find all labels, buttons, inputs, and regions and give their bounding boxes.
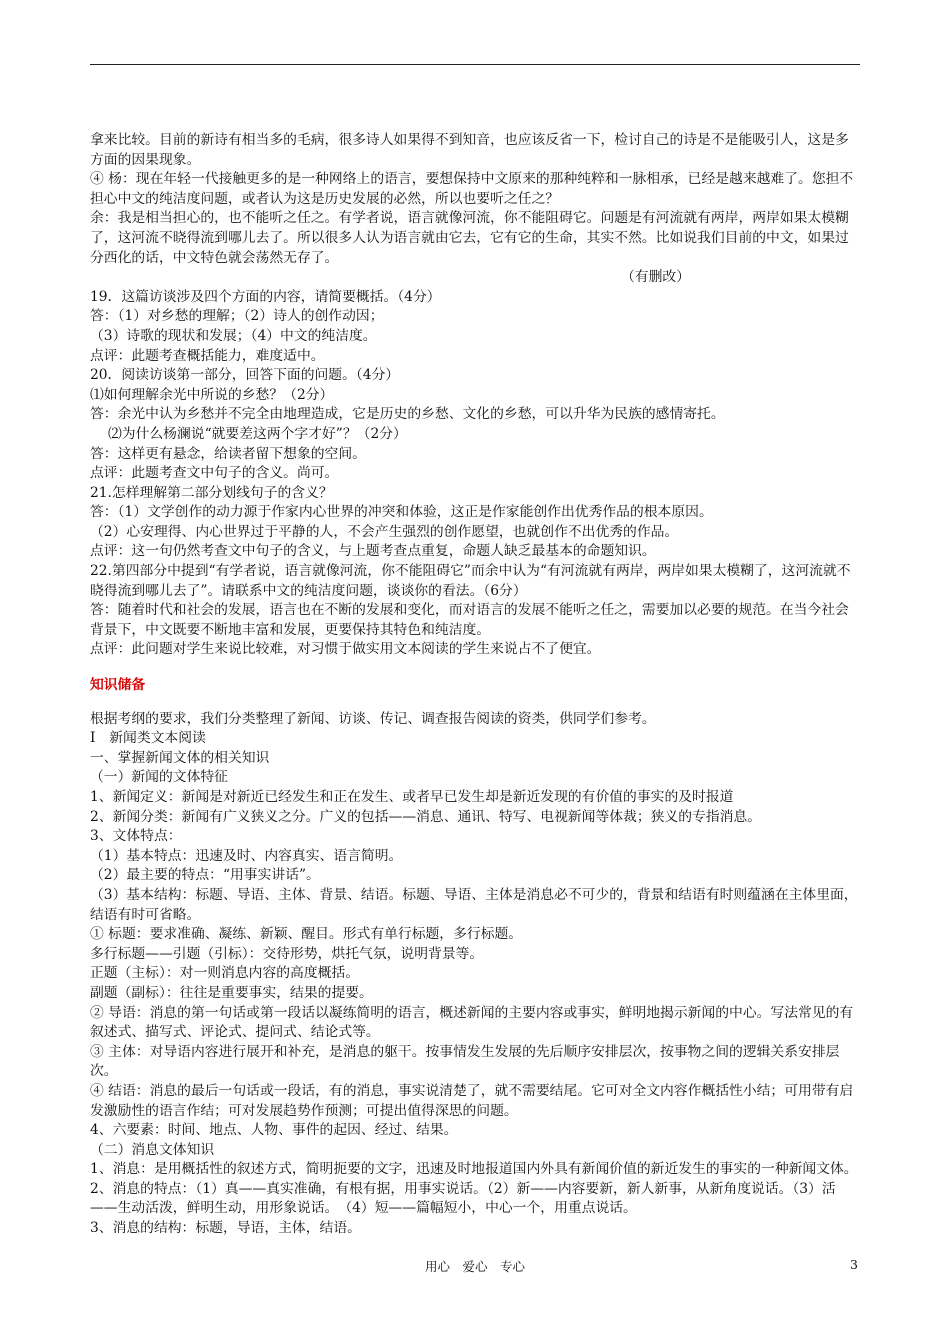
- paragraph: 2、消息的特点：（1）真——真实准确，有根有据，用事实说话。（2）新——内容要新，新人新事，从新角度说话。（3）活——生动活泼，鲜明生动，用形象说话。 （4）短——篇幅短小，中心一个，用重点说话。: [90, 1180, 836, 1217]
- answer: （2）心安理得、内心世界过于平静的人，不会产生强烈的创作愿望，也就创作不出优秀的作品。: [90, 523, 679, 540]
- question: 22.第四部分中提到“有学者说，语言就像河流，你不能阻碍它”而余中认为“有河流就有两岸，两岸如果太模糊了，这河流就不晓得流到哪儿去了”。请联系中文的纯洁度问题，谈谈你的看法。（6分）: [90, 563, 851, 599]
- paragraph: 正题（主标）：对一则消息内容的高度概括。: [90, 965, 360, 982]
- paragraph: 4、六要素：时间、地点、人物、事件的起因、经过、结果。: [90, 1122, 458, 1139]
- paragraph: ④ 杨：现在年轻一代接触更多的是一种网络上的语言，要想保持中文原来的那种纯粹和一脉相承，已经是越来越难了。您担不担心中文的纯洁度问题，或者认为这是历史发展的必然，所以也要听之任之？: [90, 171, 854, 207]
- answer: 答：随着时代和社会的发展，语言也在不断的发展和变化，而对语言的发展不能听之任之，需要加以必要的规范。在当今社会背景下，中文既要不断地丰富和发展，更要保持其特色和纯洁度。: [90, 602, 849, 638]
- comment: 点评：此题考查概括能力，难度适中。: [90, 347, 325, 364]
- paragraph: 3、文体特点：: [90, 828, 182, 845]
- paragraph: （一）新闻的文体特征: [90, 769, 228, 786]
- paragraph: ② 导语：消息的第一句话或第一段话以凝练简明的语言，概述新闻的主要内容或事实，鲜明地揭示新闻的中心。写法常见的有叙述式、描写式、评论式、提问式、结论式等。: [90, 1004, 854, 1041]
- sub-question: ⑴如何理解余光中所说的乡愁？（2分）: [90, 386, 334, 403]
- comment: 点评：此题考查文中句子的含义。尚可。: [90, 465, 339, 482]
- page-body: [90, 131, 860, 1239]
- paragraph: 1、新闻定义：新闻是对新近已经发生和正在发生、或者早已发生却是新近发现的有价值的事实的及时报道: [90, 789, 734, 805]
- answer: 答：（1）对乡愁的理解；（2）诗人的创作动因；: [90, 308, 384, 325]
- page-number: 3: [850, 1257, 858, 1272]
- answer: （3）诗歌的现状和发展；（4）中文的纯洁度。: [90, 327, 377, 344]
- paragraph: 副题（副标）：往往是重要事实，结果的提要。: [90, 984, 373, 1001]
- paragraph: 3、消息的结构：标题，导语，主体，结语。: [90, 1220, 361, 1237]
- paragraph: 根据考纲的要求，我们分类整理了新闻、访谈、传记、调查报告阅读的资类，供同学们参考。: [90, 710, 656, 727]
- comment: 点评：这一句仍然考查文中句子的含义，与上题考查点重复，命题人缺乏最基本的命题知识。: [90, 543, 656, 560]
- paragraph: 拿来比较。目前的新诗有相当多的毛病，很多诗人如果得不到知音，也应该反省一下，检讨自己的诗是不是能吸引人，这是多方面的因果现象。: [90, 132, 849, 168]
- paragraph: Ⅰ 新闻类文本阅读: [90, 730, 206, 747]
- comment: 点评：此问题对学生来说比较难，对习惯于做实用文本阅读的学生来说占不了便宜。: [90, 641, 601, 658]
- paragraph: ④ 结语：消息的最后一句话或一段话，有的消息，事实说清楚了，就不需要结尾。它可对全文内容作概括性小结；可用带有启发激励性的语言作结；可对发展趋势作预测；可提出值得深思的问题。: [90, 1082, 854, 1119]
- paragraph: 余：我是相当担心的，也不能听之任之。有学者说，语言就像河流，你不能阻碍它。问题是有河流就有两岸，两岸如果太模糊了，这河流不晓得流到哪儿去了。所以很多人认为语言就由它去，它有它的生命，其实不然。比如说我们目前的中文，如果过分西化的话，中文特色就会荡然无存了。: [90, 210, 849, 266]
- answer: 答：余光中认为乡愁并不完全由地理造成，它是历史的乡愁、文化的乡愁，可以升华为民族的感情寄托。: [90, 406, 725, 423]
- paragraph: 多行标题——引题（引标）：交待形势，烘托气氛，说明背景等。: [90, 945, 484, 962]
- sub-question: ⑵为什么杨澜说“就要差这两个字才好”？（2分）: [108, 425, 407, 442]
- header-rule: [90, 64, 860, 65]
- question: 19．这篇访谈涉及四个方面的内容，请简要概括。（4分）: [90, 288, 441, 305]
- paragraph: （二）消息文体知识: [90, 1141, 215, 1158]
- paragraph: 1、消息：是用概括性的叙述方式，简明扼要的文字，迅速及时地报道国内外具有新闻价值的新近发生的事实的一种新闻文体。: [90, 1161, 858, 1178]
- source-note: （有删改）: [621, 269, 690, 286]
- question: 20．阅读访谈第一部分，回答下面的问题。（4分）: [90, 367, 400, 384]
- paragraph: ③ 主体：对导语内容进行展开和补充，是消息的躯干。按事情发生发展的先后顺序安排层次，按事物之间的逻辑关系安排层次。: [90, 1043, 840, 1080]
- answer: 答：这样更有悬念，给读者留下想象的空间。: [90, 445, 366, 462]
- question: 21.怎样理解第二部分划线句子的含义？: [90, 484, 333, 501]
- paragraph: （2）最主要的特点：“用事实讲话”。: [90, 867, 320, 884]
- paragraph: （1）基本特点：迅速及时、内容真实、语言简明。: [90, 847, 403, 864]
- page-footer: [0, 1257, 950, 1277]
- paragraph: 一、掌握新闻文体的相关知识: [90, 749, 270, 766]
- paragraph: ① 标题：要求准确、凝练、新颖、醒目。形式有单行标题，多行标题。: [90, 926, 523, 943]
- section-heading: 知识储备: [90, 677, 146, 694]
- footer-motto: 用心 爱心 专心: [424, 1259, 525, 1274]
- paragraph: 2、新闻分类：新闻有广义狭义之分。广义的包括——消息、通讯、特写、电视新闻等体裁；狭义的专指消息。: [90, 808, 762, 825]
- paragraph: （3）基本结构：标题、导语、主体、背景、结语。标题、导语、主体是消息必不可少的，背景和结语有时则蕴涵在主体里面，结语有时可省略。: [90, 886, 858, 923]
- answer: 答：（1）文学创作的动力源于作家内心世界的冲突和体验，这正是作家能创作出优秀作品的根本原因。: [90, 504, 713, 521]
